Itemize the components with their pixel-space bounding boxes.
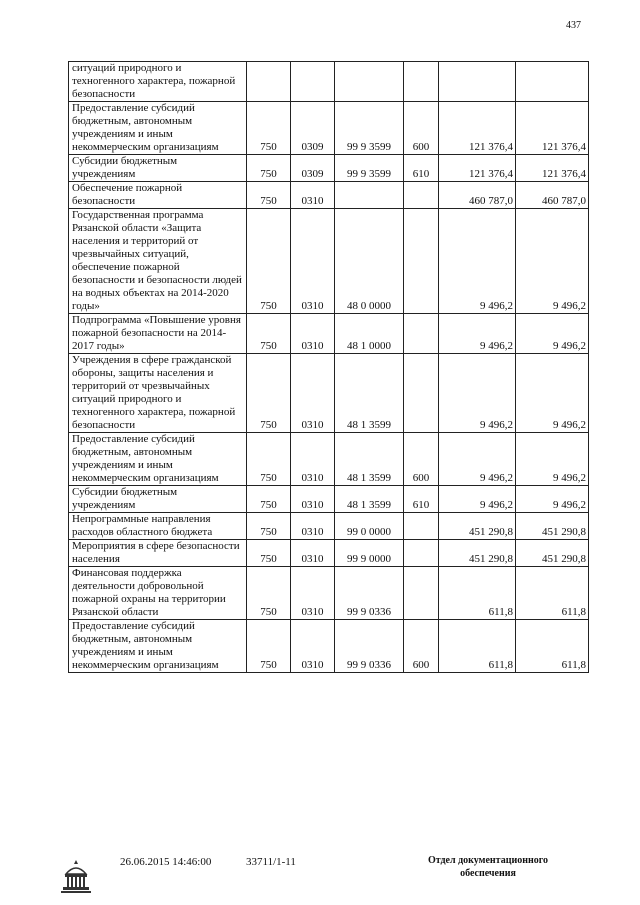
target-article-code: 48 1 3599 — [335, 354, 404, 433]
table-row — [69, 314, 589, 354]
section-code — [291, 62, 335, 102]
target-article-code: 48 1 0000 — [335, 314, 404, 354]
ved-code: 750 — [247, 182, 291, 209]
target-article-code: 99 9 0000 — [335, 540, 404, 567]
target-article-code — [335, 62, 404, 102]
section-code: 0310 — [291, 620, 335, 673]
table-row — [69, 620, 589, 673]
sum-column-2: 121 376,4 — [516, 102, 589, 155]
ved-code: 750 — [247, 486, 291, 513]
sum-column-1: 460 787,0 — [439, 182, 516, 209]
row-name: Непрограммные направления расходов областного бюджета — [69, 513, 247, 540]
row-name: Государственная программа Рязанской области «Защита населения и территорий от чрезвычайных ситуаций, обеспечение пожарной безопасности и безопасности людей на водных объектах на 2014-2020 годы» — [69, 209, 247, 314]
expense-type-code — [404, 314, 439, 354]
target-article-code: 99 9 0336 — [335, 620, 404, 673]
table-row — [69, 513, 589, 540]
sum-column-2: 611,8 — [516, 567, 589, 620]
expense-type-code: 610 — [404, 486, 439, 513]
row-name: Учреждения в сфере гражданской обороны, защиты населения и территорий от чрезвычайных ситуаций природного и техногенного характера, пожарной безопасности — [69, 354, 247, 433]
ved-code — [247, 62, 291, 102]
duma-emblem-icon — [58, 858, 94, 898]
row-name: Подпрограмма «Повышение уровня пожарной безопасности на 2014-2017 годы» — [69, 314, 247, 354]
table-row — [69, 486, 589, 513]
expense-type-code — [404, 513, 439, 540]
target-article-code: 48 1 3599 — [335, 433, 404, 486]
ved-code: 750 — [247, 209, 291, 314]
target-article-code: 99 0 0000 — [335, 513, 404, 540]
row-name: Субсидии бюджетным учреждениям — [69, 486, 247, 513]
section-code: 0310 — [291, 354, 335, 433]
row-name: Предоставление субсидий бюджетным, автономным учреждениям и иным некоммерческим организациям — [69, 102, 247, 155]
sum-column-1: 611,8 — [439, 620, 516, 673]
section-code: 0310 — [291, 433, 335, 486]
page-footer — [0, 852, 640, 902]
table-row — [69, 102, 589, 155]
expense-type-code — [404, 354, 439, 433]
section-code: 0310 — [291, 314, 335, 354]
row-name: Финансовая поддержка деятельности добровольной пожарной охраны на территории Рязанской области — [69, 567, 247, 620]
expense-type-code: 600 — [404, 102, 439, 155]
footer-doc-code: 33711/1-11 — [246, 856, 296, 868]
page-number: 437 — [566, 20, 581, 31]
sum-column-1: 451 290,8 — [439, 513, 516, 540]
sum-column-1: 121 376,4 — [439, 102, 516, 155]
budget-table — [68, 61, 589, 673]
table-row — [69, 567, 589, 620]
sum-column-2: 121 376,4 — [516, 155, 589, 182]
row-name: Мероприятия в сфере безопасности населения — [69, 540, 247, 567]
footer-department: Отдел документационного обеспечения — [427, 855, 549, 879]
sum-column-1: 9 496,2 — [439, 354, 516, 433]
section-code: 0310 — [291, 209, 335, 314]
footer-datetime: 26.06.2015 14:46:00 — [120, 856, 212, 868]
sum-column-1: 9 496,2 — [439, 314, 516, 354]
sum-column-2: 9 496,2 — [516, 354, 589, 433]
target-article-code: 99 9 3599 — [335, 155, 404, 182]
sum-column-1: 9 496,2 — [439, 433, 516, 486]
sum-column-2: 9 496,2 — [516, 209, 589, 314]
target-article-code: 48 0 0000 — [335, 209, 404, 314]
sum-column-2: 9 496,2 — [516, 486, 589, 513]
ved-code: 750 — [247, 567, 291, 620]
ved-code: 750 — [247, 314, 291, 354]
expense-type-code — [404, 182, 439, 209]
row-name: Предоставление субсидий бюджетным, автономным учреждениям и иным некоммерческим организациям — [69, 433, 247, 486]
target-article-code — [335, 182, 404, 209]
target-article-code: 99 9 3599 — [335, 102, 404, 155]
table-row — [69, 62, 589, 102]
ved-code: 750 — [247, 433, 291, 486]
row-name: Субсидии бюджетным учреждениям — [69, 155, 247, 182]
row-name: ситуаций природного и техногенного характера, пожарной безопасности — [69, 62, 247, 102]
expense-type-code — [404, 62, 439, 102]
table-row — [69, 155, 589, 182]
section-code: 0310 — [291, 486, 335, 513]
table-row — [69, 433, 589, 486]
table-row — [69, 182, 589, 209]
sum-column-2: 611,8 — [516, 620, 589, 673]
ved-code: 750 — [247, 102, 291, 155]
section-code: 0310 — [291, 540, 335, 567]
row-name: Обеспечение пожарной безопасности — [69, 182, 247, 209]
section-code: 0309 — [291, 155, 335, 182]
row-name: Предоставление субсидий бюджетным, автономным учреждениям и иным некоммерческим организациям — [69, 620, 247, 673]
expense-type-code — [404, 209, 439, 314]
sum-column-2: 451 290,8 — [516, 513, 589, 540]
table-row — [69, 209, 589, 314]
sum-column-1: 611,8 — [439, 567, 516, 620]
sum-column-1: 451 290,8 — [439, 540, 516, 567]
target-article-code: 48 1 3599 — [335, 486, 404, 513]
expense-type-code: 600 — [404, 433, 439, 486]
ved-code: 750 — [247, 513, 291, 540]
sum-column-2: 9 496,2 — [516, 433, 589, 486]
sum-column-1: 121 376,4 — [439, 155, 516, 182]
sum-column-2: 451 290,8 — [516, 540, 589, 567]
ved-code: 750 — [247, 155, 291, 182]
sum-column-2: 460 787,0 — [516, 182, 589, 209]
table-row — [69, 354, 589, 433]
expense-type-code — [404, 567, 439, 620]
expense-type-code — [404, 540, 439, 567]
sum-column-1: 9 496,2 — [439, 486, 516, 513]
expense-type-code: 610 — [404, 155, 439, 182]
ved-code: 750 — [247, 540, 291, 567]
ved-code: 750 — [247, 354, 291, 433]
sum-column-2 — [516, 62, 589, 102]
sum-column-1: 9 496,2 — [439, 209, 516, 314]
section-code: 0309 — [291, 102, 335, 155]
expense-type-code: 600 — [404, 620, 439, 673]
ved-code: 750 — [247, 620, 291, 673]
table-body — [69, 62, 589, 673]
target-article-code: 99 9 0336 — [335, 567, 404, 620]
sum-column-2: 9 496,2 — [516, 314, 589, 354]
section-code: 0310 — [291, 513, 335, 540]
section-code: 0310 — [291, 182, 335, 209]
table-row — [69, 540, 589, 567]
section-code: 0310 — [291, 567, 335, 620]
sum-column-1 — [439, 62, 516, 102]
